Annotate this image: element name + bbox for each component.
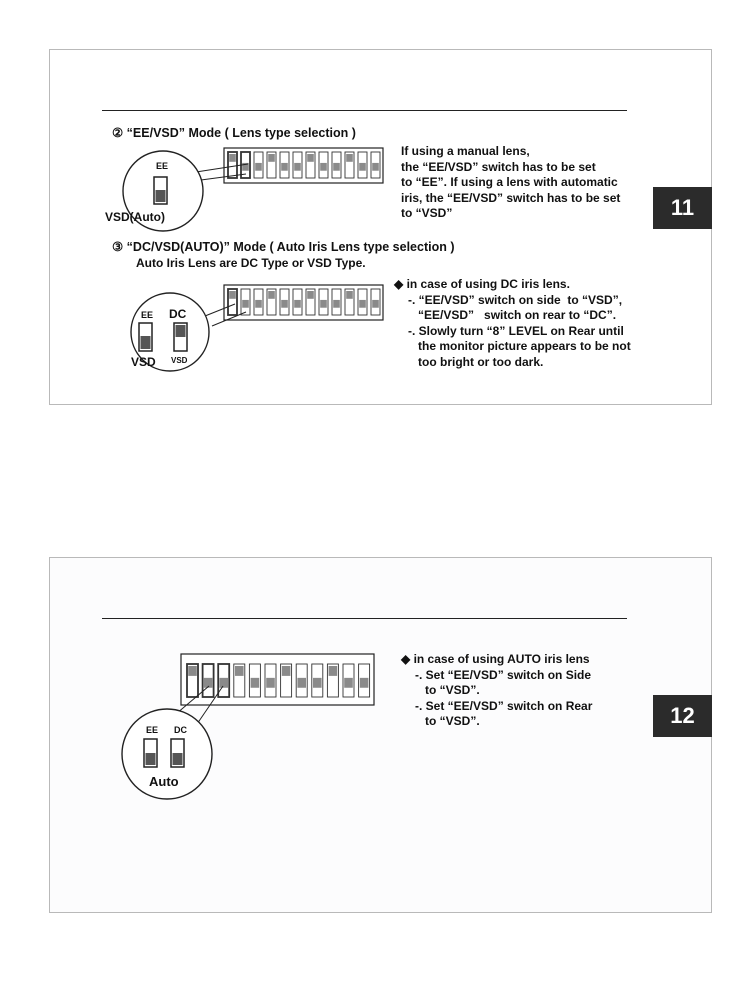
dip-switch-knob <box>294 163 301 171</box>
dc-item: too bright or too dark. <box>408 354 544 369</box>
dip-switch-knob <box>344 678 353 688</box>
dip-switch-knob <box>268 154 275 162</box>
dip-switch-knob <box>359 300 366 308</box>
dip-switch-knob <box>320 300 327 308</box>
ee-label: EE <box>156 161 169 171</box>
dc-vsd-zoom-circle <box>131 293 209 371</box>
note-line: to “VSD” <box>401 206 453 220</box>
auto-item: to “VSD”. <box>415 714 480 728</box>
dip-switch-knob <box>372 163 379 171</box>
switch-knob <box>141 336 151 349</box>
auto-item: -. Set “EE/VSD” switch on Rear <box>415 698 593 713</box>
dip-switch-knob <box>346 291 353 299</box>
dip-switch-knob <box>346 154 353 162</box>
dip-switch-knob <box>281 163 288 171</box>
dip-switch-knob <box>268 291 275 299</box>
dip-switch-knob <box>255 163 262 171</box>
dip-switch-knob <box>297 678 306 688</box>
page-number-badge: 11 <box>653 187 712 229</box>
dc-item: -. “EE/VSD” switch on side to “VSD”, <box>408 292 623 307</box>
dip-switch-knob <box>313 678 322 688</box>
ee-label: EE <box>141 310 154 320</box>
dip-switch-knob <box>307 291 314 299</box>
dc-item: “EE/VSD” switch on rear to “DC”. <box>408 308 617 322</box>
ee-vsd-zoom-circle <box>105 151 203 231</box>
dip-switch-knob <box>251 678 260 688</box>
dip-switch-knob <box>360 678 369 688</box>
dip-switch-knob <box>188 666 197 676</box>
dip-switch-knob <box>372 300 379 308</box>
auto-zoom-circle <box>122 709 212 799</box>
dip-switch-knob <box>235 666 244 676</box>
dc-label: DC <box>174 725 187 735</box>
slide-page-12 <box>49 557 712 913</box>
section-3-subheading: Auto Iris Lens are DC Type or VSD Type. <box>136 256 366 270</box>
vsd-auto-label: VSD(Auto) <box>105 210 165 224</box>
dip-switch-bank-ee-vsd <box>224 148 383 183</box>
dc-bullet: ◆ in case of using DC iris lens. <box>394 277 570 291</box>
dc-label: DC <box>169 307 187 321</box>
dip-switch-knob <box>333 163 340 171</box>
switch-knob <box>176 325 186 337</box>
dip-switch-knob <box>320 163 327 171</box>
dip-switch-knob <box>359 163 366 171</box>
auto-item: -. Set “EE/VSD” switch on Side <box>415 667 592 682</box>
vsd-label-small: VSD <box>171 356 188 365</box>
dip-switch-figure-auto <box>50 558 713 914</box>
dip-switch-knob <box>219 678 228 688</box>
dip-switch-knob <box>229 154 236 162</box>
dip-switch-knob <box>255 300 262 308</box>
dip-switch-bank-auto <box>181 654 374 705</box>
page-number-badge: 12 <box>653 695 712 737</box>
dc-item: the monitor picture appears to be not <box>408 339 631 353</box>
dip-switch-knob <box>307 154 314 162</box>
dc-item: -. Slowly turn “8” LEVEL on Rear until <box>408 323 624 338</box>
switch-knob <box>173 753 183 765</box>
switch-knob <box>156 190 166 202</box>
dip-switch-knob <box>329 666 338 676</box>
vsd-label: VSD <box>131 355 156 369</box>
dip-switch-bank-dc-vsd <box>224 285 383 320</box>
dip-switch-knob <box>333 300 340 308</box>
switch-knob <box>146 753 156 765</box>
dip-switch-knob <box>229 291 236 299</box>
ee-label: EE <box>146 725 159 735</box>
auto-label: Auto <box>149 774 179 789</box>
dip-switch-knob <box>282 666 291 676</box>
dip-switch-figures <box>50 50 713 406</box>
dip-switch-knob <box>242 300 249 308</box>
dip-switch-knob <box>294 300 301 308</box>
note-line: to “EE”. If using a lens with automatic <box>401 175 618 189</box>
note-line: iris, the “EE/VSD” switch has to be set <box>401 190 621 205</box>
slide-page-11 <box>49 49 712 405</box>
note-line: the “EE/VSD” switch has to be set <box>401 159 596 174</box>
note-line: If using a manual lens, <box>401 144 530 158</box>
section-3-heading: ③ “DC/VSD(AUTO)” Mode ( Auto Iris Lens type selection ) <box>112 240 455 254</box>
dip-switch-knob <box>266 678 275 688</box>
auto-bullet: ◆ in case of using AUTO iris lens <box>401 652 590 666</box>
auto-item: to “VSD”. <box>415 683 480 697</box>
section-2-heading: ② “EE/VSD” Mode ( Lens type selection ) <box>112 126 356 140</box>
dip-switch-knob <box>281 300 288 308</box>
